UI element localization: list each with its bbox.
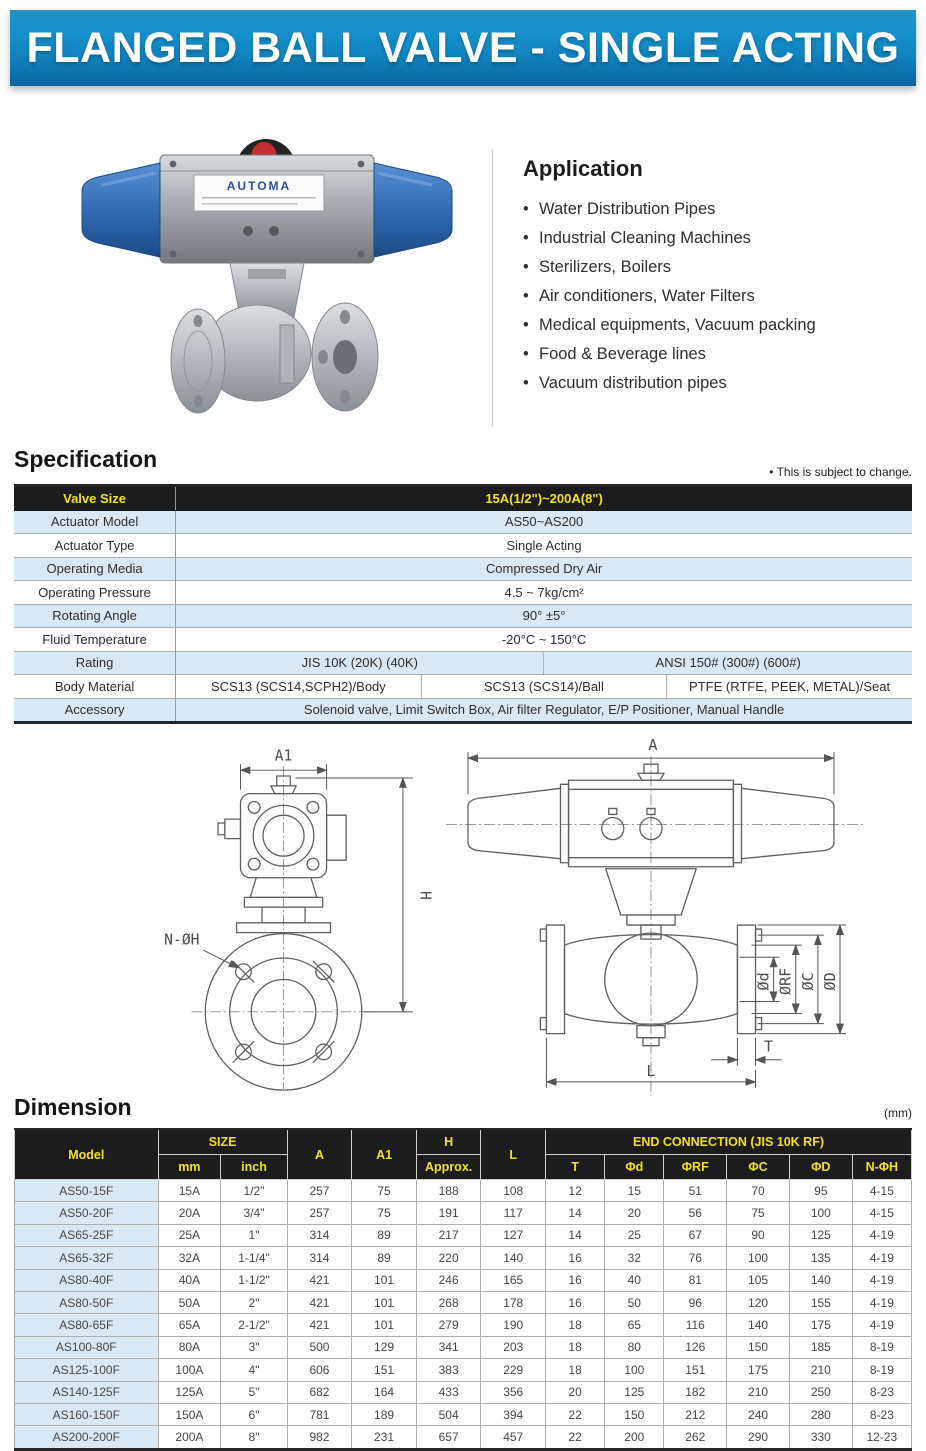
spec-row-value: Solenoid valve, Limit Switch Box, Air filter Regulator, E/P Positioner, Manual Handle <box>176 698 912 723</box>
application-item-text: Sterilizers, Boilers <box>539 258 672 276</box>
dimension-value-cell: 116 <box>664 1314 727 1336</box>
bullet-icon: • <box>523 229 529 247</box>
dimension-value-cell: 151 <box>664 1359 727 1381</box>
dimension-value-cell: 314 <box>287 1224 352 1246</box>
dimension-value-cell: 100A <box>158 1359 221 1381</box>
dim-label-oc: ØC <box>798 972 817 991</box>
dimension-value-cell: 189 <box>352 1403 417 1425</box>
dimension-value-cell: 4-19 <box>852 1247 911 1269</box>
dimension-value-cell: 70 <box>727 1180 790 1202</box>
application-item <box>523 224 915 253</box>
dim-label-od: Ød <box>754 972 773 991</box>
dimension-value-cell: 135 <box>789 1247 852 1269</box>
dimension-value-cell: 210 <box>727 1381 790 1403</box>
application-item-text: Vacuum distribution pipes <box>539 374 727 392</box>
spec-row <box>14 534 912 558</box>
dimension-value-cell: 12 <box>546 1180 605 1202</box>
dimension-value-cell: 421 <box>287 1291 352 1313</box>
valve-body <box>171 263 378 413</box>
product-photo <box>52 118 482 420</box>
dimension-value-cell: 290 <box>727 1426 790 1449</box>
dimension-value-cell: 6" <box>221 1403 287 1425</box>
dimension-value-cell: 151 <box>352 1359 417 1381</box>
dimension-value-cell: 96 <box>664 1291 727 1313</box>
col-header-phi-dd: ΦD <box>789 1155 852 1180</box>
col-header-a: A <box>287 1129 352 1180</box>
application-list <box>523 195 915 398</box>
application-item-text: Water Distribution Pipes <box>539 200 716 218</box>
dimension-value-cell: 75 <box>727 1202 790 1224</box>
dimension-value-cell: 175 <box>789 1314 852 1336</box>
dimension-value-cell: 8-19 <box>852 1359 911 1381</box>
dimension-value-cell: 95 <box>789 1180 852 1202</box>
spec-row-value: ANSI 150# (300#) (600#) <box>544 651 912 675</box>
dimension-value-cell: 433 <box>416 1381 481 1403</box>
spec-row-label: Operating Media <box>14 557 176 581</box>
drawing-side-view <box>146 733 470 1095</box>
dimension-value-cell: 314 <box>287 1247 352 1269</box>
dimension-value-cell: 89 <box>352 1247 417 1269</box>
dimension-value-cell: 8-23 <box>852 1403 911 1425</box>
application-item-text: Air conditioners, Water Filters <box>539 287 755 305</box>
dimension-model-cell: AS200-200F <box>15 1426 159 1449</box>
spec-row-label: Rating <box>14 651 176 675</box>
dimension-value-cell: 246 <box>416 1269 481 1291</box>
col-header-mm: mm <box>158 1155 221 1180</box>
dimension-value-cell: 210 <box>789 1359 852 1381</box>
dimension-value-cell: 182 <box>664 1381 727 1403</box>
dimension-value-cell: 14 <box>546 1202 605 1224</box>
col-header-n-phi-h: N-ΦH <box>852 1155 911 1180</box>
spec-row-value: JIS 10K (20K) (40K) <box>176 651 544 675</box>
dimension-model-cell: AS65-32F <box>15 1247 159 1269</box>
dimension-value-cell: 500 <box>287 1336 352 1358</box>
dimension-value-cell: 18 <box>546 1359 605 1381</box>
dim-label-a: A <box>648 736 658 755</box>
dimension-heading: Dimension <box>14 1094 132 1120</box>
dimension-value-cell: 212 <box>664 1403 727 1425</box>
dimension-value-cell: 250 <box>789 1381 852 1403</box>
dimension-row <box>15 1403 912 1425</box>
dimension-value-cell: 8-19 <box>852 1336 911 1358</box>
dimension-value-cell: 150 <box>605 1403 664 1425</box>
dimension-value-cell: 25 <box>605 1224 664 1246</box>
dimension-value-cell: 108 <box>481 1180 546 1202</box>
dimension-value-cell: 120 <box>727 1291 790 1313</box>
spec-row-value: 4.5 ~ 7kg/cm² <box>176 581 912 605</box>
dimension-model-cell: AS160-150F <box>15 1403 159 1425</box>
specification-table <box>14 484 912 724</box>
col-header-phi-rf: ΦRF <box>664 1155 727 1180</box>
dimension-value-cell: 1-1/2" <box>221 1269 287 1291</box>
spec-row-value: Compressed Dry Air <box>176 557 912 581</box>
dimension-value-cell: 356 <box>481 1381 546 1403</box>
dimension-value-cell: 32 <box>605 1247 664 1269</box>
dimension-value-cell: 117 <box>481 1202 546 1224</box>
dimension-table <box>14 1128 912 1451</box>
application-item <box>523 311 915 340</box>
dim-label-a1: A1 <box>274 747 293 765</box>
dimension-value-cell: 100 <box>605 1359 664 1381</box>
dimension-value-cell: 80A <box>158 1336 221 1358</box>
dimension-value-cell: 1/2" <box>221 1180 287 1202</box>
dimension-value-cell: 101 <box>352 1314 417 1336</box>
dimension-value-cell: 268 <box>416 1291 481 1313</box>
bullet-icon: • <box>523 287 529 305</box>
spec-row <box>14 581 912 605</box>
spec-row-value: -20°C ~ 150°C <box>176 628 912 652</box>
spec-row-value: Single Acting <box>176 534 912 558</box>
bullet-icon: • <box>523 258 529 276</box>
dimension-model-cell: AS50-15F <box>15 1180 159 1202</box>
dimension-value-cell: 164 <box>352 1381 417 1403</box>
dimension-value-cell: 394 <box>481 1403 546 1425</box>
spec-row-label: Valve Size <box>14 486 176 511</box>
col-header-l: L <box>481 1129 546 1180</box>
dimension-row <box>15 1381 912 1403</box>
spec-row-label: Accessory <box>14 698 176 723</box>
dimension-value-cell: 257 <box>287 1202 352 1224</box>
dimension-value-cell: 341 <box>416 1336 481 1358</box>
dimension-value-cell: 4-19 <box>852 1269 911 1291</box>
dimension-value-cell: 51 <box>664 1180 727 1202</box>
dimension-value-cell: 781 <box>287 1403 352 1425</box>
dimension-value-cell: 80 <box>605 1336 664 1358</box>
spec-row-label: Body Material <box>14 675 176 699</box>
dimension-value-cell: 15A <box>158 1180 221 1202</box>
dimension-row <box>15 1269 912 1291</box>
dimension-value-cell: 240 <box>727 1403 790 1425</box>
spec-row <box>14 510 912 534</box>
dimension-value-cell: 32A <box>158 1247 221 1269</box>
dimension-value-cell: 40 <box>605 1269 664 1291</box>
application-item <box>523 369 915 398</box>
dimension-row <box>15 1224 912 1246</box>
application-item <box>523 282 915 311</box>
spec-row <box>14 698 912 723</box>
dimension-value-cell: 140 <box>481 1247 546 1269</box>
dimension-value-cell: 155 <box>789 1291 852 1313</box>
dimension-value-cell: 4-19 <box>852 1224 911 1246</box>
dimension-table-body <box>15 1180 912 1450</box>
dimension-value-cell: 125 <box>789 1224 852 1246</box>
dimension-value-cell: 220 <box>416 1247 481 1269</box>
col-header-size: SIZE <box>158 1129 287 1155</box>
spec-row <box>14 557 912 581</box>
dimension-value-cell: 18 <box>546 1336 605 1358</box>
dimension-value-cell: 150 <box>727 1336 790 1358</box>
spec-row-value: AS50~AS200 <box>176 510 912 534</box>
dimension-value-cell: 2" <box>221 1291 287 1313</box>
dimension-value-cell: 5" <box>221 1381 287 1403</box>
spec-row-label: Operating Pressure <box>14 581 176 605</box>
dimension-model-cell: AS80-40F <box>15 1269 159 1291</box>
dimension-value-cell: 279 <box>416 1314 481 1336</box>
application-section <box>523 156 915 398</box>
dimension-value-cell: 262 <box>664 1426 727 1449</box>
section-divider <box>492 150 493 426</box>
dimension-value-cell: 40A <box>158 1269 221 1291</box>
dimension-value-cell: 4" <box>221 1359 287 1381</box>
dimension-value-cell: 50 <box>605 1291 664 1313</box>
dimension-value-cell: 8-23 <box>852 1381 911 1403</box>
spec-row-value: SCS13 (SCS14,SCPH2)/Body <box>176 675 422 699</box>
dimension-value-cell: 1-1/4" <box>221 1247 287 1269</box>
spec-row-label: Fluid Temperature <box>14 628 176 652</box>
dimension-model-cell: AS65-25F <box>15 1224 159 1246</box>
specification-note: • This is subject to change. <box>769 465 912 479</box>
dimension-value-cell: 457 <box>481 1426 546 1449</box>
dimension-value-cell: 81 <box>664 1269 727 1291</box>
spec-row <box>14 651 912 675</box>
spec-row-value: SCS13 (SCS14)/Ball <box>421 675 667 699</box>
dimension-value-cell: 22 <box>546 1426 605 1449</box>
dimension-value-cell: 22 <box>546 1403 605 1425</box>
page-title: FLANGED BALL VALVE - SINGLE ACTING <box>26 23 900 72</box>
spec-row <box>14 628 912 652</box>
dimension-value-cell: 3" <box>221 1336 287 1358</box>
dimension-value-cell: 65A <box>158 1314 221 1336</box>
dimension-value-cell: 50A <box>158 1291 221 1313</box>
dimension-value-cell: 150A <box>158 1403 221 1425</box>
dimension-value-cell: 188 <box>416 1180 481 1202</box>
dimension-value-cell: 191 <box>416 1202 481 1224</box>
dimension-value-cell: 90 <box>727 1224 790 1246</box>
dimension-row <box>15 1247 912 1269</box>
specification-heading: Specification <box>14 446 158 472</box>
dimension-value-cell: 100 <box>727 1247 790 1269</box>
dimension-value-cell: 16 <box>546 1247 605 1269</box>
dim-label-orf: ØRF <box>776 967 795 995</box>
dimension-value-cell: 101 <box>352 1291 417 1313</box>
spec-row <box>14 604 912 628</box>
dimension-value-cell: 16 <box>546 1291 605 1313</box>
dimension-model-cell: AS125-100F <box>15 1359 159 1381</box>
bullet-icon: • <box>523 200 529 218</box>
col-header-phi-c: ΦC <box>727 1155 790 1180</box>
dimension-value-cell: 3/4" <box>221 1202 287 1224</box>
dimension-value-cell: 12-23 <box>852 1426 911 1449</box>
dimension-value-cell: 2-1/2" <box>221 1314 287 1336</box>
dimension-value-cell: 4-15 <box>852 1202 911 1224</box>
dim-label-noh: N-ØH <box>164 931 200 949</box>
dimension-value-cell: 25A <box>158 1224 221 1246</box>
spec-row-value: PTFE (RTFE, PEEK, METAL)/Seat <box>667 675 912 699</box>
dimension-value-cell: 14 <box>546 1224 605 1246</box>
application-item-text: Medical equipments, Vacuum packing <box>539 316 816 334</box>
dimension-value-cell: 165 <box>481 1269 546 1291</box>
dimension-row <box>15 1314 912 1336</box>
col-header-a1: A1 <box>352 1129 417 1180</box>
dimension-row <box>15 1180 912 1202</box>
dimension-model-cell: AS80-65F <box>15 1314 159 1336</box>
spec-row-value: 90° ±5° <box>176 604 912 628</box>
dimension-model-cell: AS100-80F <box>15 1336 159 1358</box>
dimension-value-cell: 175 <box>727 1359 790 1381</box>
dimension-value-cell: 75 <box>352 1202 417 1224</box>
dimension-value-cell: 421 <box>287 1314 352 1336</box>
spec-row-label: Actuator Type <box>14 534 176 558</box>
dimension-value-cell: 89 <box>352 1224 417 1246</box>
dimension-value-cell: 127 <box>481 1224 546 1246</box>
dimension-value-cell: 1" <box>221 1224 287 1246</box>
dimension-unit: (mm) <box>884 1106 912 1120</box>
dim-label-odd: ØD <box>820 972 839 991</box>
actuator-name-plate <box>194 175 324 211</box>
dimension-value-cell: 4-19 <box>852 1314 911 1336</box>
dimension-row <box>15 1426 912 1449</box>
col-header-inch: inch <box>221 1155 287 1180</box>
application-item <box>523 195 915 224</box>
dimension-value-cell: 20A <box>158 1202 221 1224</box>
dimension-value-cell: 200 <box>605 1426 664 1449</box>
dimension-value-cell: 129 <box>352 1336 417 1358</box>
col-header-model: Model <box>15 1129 159 1180</box>
dimension-value-cell: 18 <box>546 1314 605 1336</box>
brand-label: AUTOMA <box>226 179 292 193</box>
col-header-end-connection: END CONNECTION (JIS 10K RF) <box>546 1129 912 1155</box>
spec-row-label: Rotating Angle <box>14 604 176 628</box>
dimension-value-cell: 217 <box>416 1224 481 1246</box>
dim-label-h: H <box>416 890 434 900</box>
dimension-value-cell: 140 <box>789 1269 852 1291</box>
dimension-value-cell: 65 <box>605 1314 664 1336</box>
dimension-value-cell: 190 <box>481 1314 546 1336</box>
spec-row-label: Actuator Model <box>14 510 176 534</box>
dimension-value-cell: 140 <box>727 1314 790 1336</box>
dimension-value-cell: 657 <box>416 1426 481 1449</box>
application-heading: Application <box>523 156 643 181</box>
dimension-value-cell: 606 <box>287 1359 352 1381</box>
dimension-value-cell: 4-19 <box>852 1291 911 1313</box>
dimension-value-cell: 383 <box>416 1359 481 1381</box>
dimension-value-cell: 203 <box>481 1336 546 1358</box>
title-banner <box>10 10 916 86</box>
dimension-row <box>15 1336 912 1358</box>
dimension-value-cell: 504 <box>416 1403 481 1425</box>
bullet-icon: • <box>523 316 529 334</box>
col-header-phi-d: Φd <box>605 1155 664 1180</box>
dimension-value-cell: 982 <box>287 1426 352 1449</box>
dimension-model-cell: AS80-50F <box>15 1291 159 1313</box>
application-item <box>523 340 915 369</box>
dimension-value-cell: 185 <box>789 1336 852 1358</box>
application-item <box>523 253 915 282</box>
dimension-value-cell: 15 <box>605 1180 664 1202</box>
dimension-value-cell: 178 <box>481 1291 546 1313</box>
application-item-text: Industrial Cleaning Machines <box>539 229 751 247</box>
dim-label-l: L <box>646 1061 656 1080</box>
dimension-value-cell: 231 <box>352 1426 417 1449</box>
dimension-value-cell: 100 <box>789 1202 852 1224</box>
spec-row <box>14 675 912 699</box>
dimension-value-cell: 101 <box>352 1269 417 1291</box>
dimension-value-cell: 16 <box>546 1269 605 1291</box>
col-header-approx: Approx. <box>416 1155 481 1180</box>
dimension-value-cell: 20 <box>546 1381 605 1403</box>
spec-table-body <box>14 486 912 723</box>
dimension-value-cell: 125 <box>605 1381 664 1403</box>
drawing-front-view <box>438 728 874 1100</box>
dimension-model-cell: AS50-20F <box>15 1202 159 1224</box>
dimension-value-cell: 257 <box>287 1180 352 1202</box>
dimension-value-cell: 682 <box>287 1381 352 1403</box>
dimension-value-cell: 76 <box>664 1247 727 1269</box>
application-item-text: Food & Beverage lines <box>539 345 706 363</box>
dimension-value-cell: 67 <box>664 1224 727 1246</box>
dimension-value-cell: 229 <box>481 1359 546 1381</box>
bullet-icon: • <box>523 374 529 392</box>
spec-row <box>14 486 912 511</box>
dimension-value-cell: 200A <box>158 1426 221 1449</box>
dimension-value-cell: 105 <box>727 1269 790 1291</box>
dimension-row <box>15 1359 912 1381</box>
col-header-h: H <box>416 1129 481 1155</box>
dimension-value-cell: 330 <box>789 1426 852 1449</box>
dimension-model-cell: AS140-125F <box>15 1381 159 1403</box>
dimension-value-cell: 8" <box>221 1426 287 1449</box>
dim-label-t: T <box>764 1037 774 1056</box>
dimension-value-cell: 20 <box>605 1202 664 1224</box>
dimension-value-cell: 126 <box>664 1336 727 1358</box>
bullet-icon: • <box>523 345 529 363</box>
dimension-value-cell: 75 <box>352 1180 417 1202</box>
dimension-value-cell: 125A <box>158 1381 221 1403</box>
dimension-value-cell: 421 <box>287 1269 352 1291</box>
dimension-row <box>15 1291 912 1313</box>
col-header-t: T <box>546 1155 605 1180</box>
dimension-row <box>15 1202 912 1224</box>
spec-row-value: 15A(1/2")~200A(8") <box>176 486 912 511</box>
dimension-value-cell: 56 <box>664 1202 727 1224</box>
dimension-value-cell: 4-15 <box>852 1180 911 1202</box>
dimension-value-cell: 280 <box>789 1403 852 1425</box>
